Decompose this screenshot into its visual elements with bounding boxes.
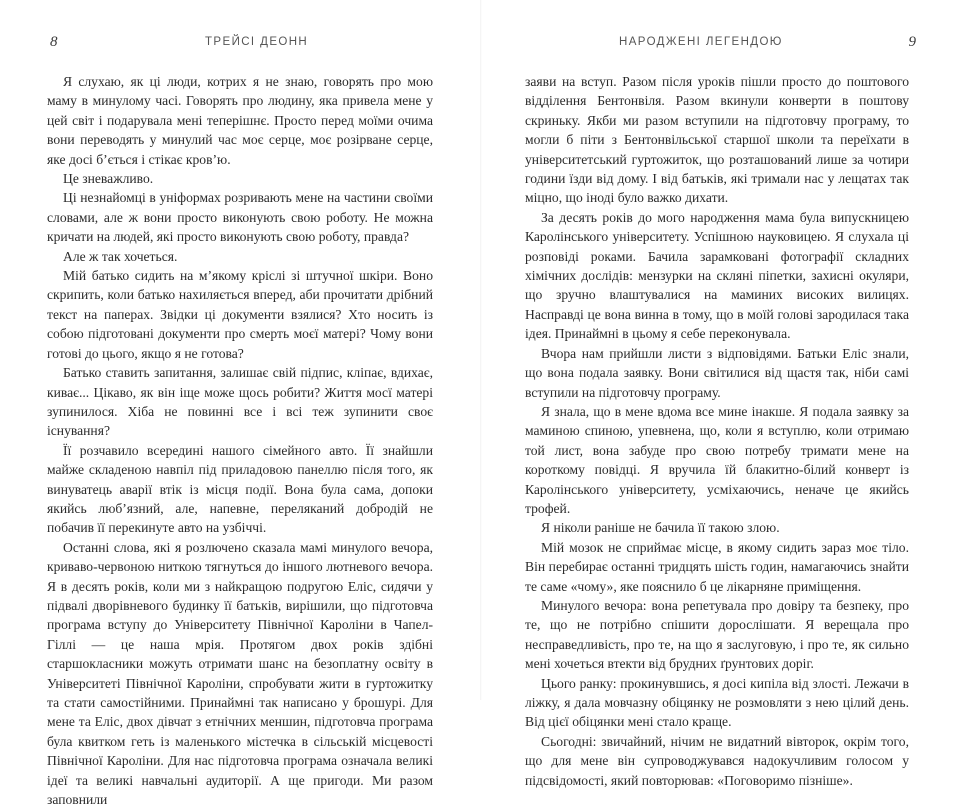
paragraph: заяви на вступ. Разом після уроків пішли просто до поштового відділення Бентонвіля. Разом вкинули конверти в поштову скриньку. Якби ми разом вступили на підготовчу програму, то могли б піти з Бентонвільської старшої школи та переїхати в університетський гуртожиток, що розташований лише за чотири години їзди від дому. І від батьків, які тримали нас у лещатах так міцно, що іноді було важко дихати. [525, 74, 909, 206]
paragraph: Я ніколи раніше не бачила її такою злою. [541, 520, 780, 536]
paragraph: Ці незнайомці в уніформах розривають мене на частини своїми словами, але ж вони просто виконують свою роботу. Не можна кричати на людей, які просто виконують свою роботу, правда? [47, 190, 433, 245]
paragraph: Вчора нам прийшли листи з відповідями. Батьки Еліс знали, що вона подала заявку. Вони світилися від щастя так, ніби самі вступили на підготовчу програму. [525, 345, 909, 400]
paragraph: Останні слова, які я розлючено сказала мамі минулого вечора, криваво-червоною ниткою тягнуться до іншого лютневого вечора. Я в десять років, коли ми з найкращою подругою Еліс, сидячи у підвалі дворівневого будинку її батьків, вирішили, що підготовча програма вступу до Університету Північної Кароліни в Чапел-Гіллі — це наша мрія. Протягом двох років здібні старшокласники можуть отримати шанс на безоплатну освіту в Університеті Північної Кароліни, спробувати жити в гуртожитку та стати самостійними. Принаймні так написано у брошурі. Для мене та Еліс, двох дівчат з етнічних меншин, підготовча програма була квитком геть із маленького містечка в сільській місцевості Північної Кароліни. Для нас підготовча програма означала великі ідеї та великі навчальні аудиторії. А ще пригоди. Ми разом заповнили [47, 539, 433, 808]
paragraph: Це зневажливо. [63, 171, 154, 187]
left-page-body [47, 72, 433, 809]
paragraph: Я знала, що в мене вдома все мине інакше. Я подала заявку за маминою спиною, упевнена, що, коли я вступлю, коли отримаю той лист, вона забуде про свою потребу тримати мене на короткому повідці. Я вручила їй блакитно-білий конверт із Каролінського університету, усміхаючись, неначе це якийсь трофей. [525, 403, 909, 516]
right-page-body [525, 72, 909, 790]
paragraph: Минулого вечора: вона репетувала про довіру та безпеку, про те, що не потрібно спішити дорослішати. Я верещала про несправедливість, про те, на що я заслуговую, і про те, як сильно мені хочеться втекти від брудних ґрунтових доріг. [525, 597, 909, 672]
paragraph: За десять років до мого народження мама була випускницею Каролінського університету. Успішною науковицею. Я слухала ці розповіді роками. Бачила зарамковані фотографії складних хімічних дослідів: мензурки на скляні піпетки, захисні окуляри, що зручно влаштувалися на маминих високих вилицях. Насправді це вона винна в тому, що в моїй голові зародилася така ідея. Принаймні в цьому я себе переконувала. [525, 209, 909, 342]
left-page [0, 0, 481, 808]
page-number: 9 [908, 34, 916, 50]
paragraph: Я слухаю, як ці люди, котрих я не знаю, говорять про мою маму в минулому часі. Говорять про людину, яка привела мене у цей світ і подарувала мені теперішнє. Просто перед моїми очима вони переводять у минулий час моє серце, моє розірване серце, яке досі б’ється і стікає кров’ю. [47, 74, 433, 167]
running-head: ТРЕЙСІ ДЕОНН [205, 36, 309, 48]
running-head: НАРОДЖЕНІ ЛЕГЕНДОЮ [619, 36, 783, 48]
paragraph: Батько ставить запитання, залишає свій підпис, кліпає, вдихає, киває... Цікаво, як він іще може щось робити? Життя мосї матері зупинилося. Хіба не повинні все і всі теж зупинити своє існування? [47, 365, 433, 439]
page-number: 8 [50, 34, 58, 50]
right-page [481, 0, 962, 788]
left-page-header [0, 34, 481, 52]
paragraph: Мій батько сидить на м’якому кріслі зі штучної шкіри. Воно скрипить, коли батько нахиляється вперед, аби прочитати дрібний текст на паперах. Звідки ці документи взялися? Хто носить із собою підготовані документи про смерть моєї матері? Чому вони готові до цього, якщо я не готова? [47, 268, 433, 361]
paragraph: Але ж так хочеться. [63, 248, 178, 264]
paragraph: Цього ранку: прокинувшись, я досі кипіла від злості. Лежачи в ліжку, я дала мовчазну обіцянку не розмовляти з нею цілий день. Від цієї обіцянки мені стало краще. [525, 675, 909, 730]
paragraph: Сьогодні: звичайний, нічим не видатний вівторок, окрім того, що для мене він супроводжувався надокучливим голосом у підсвідомості, який повторював: «Поговоримо пізніше». [525, 733, 909, 788]
paragraph: Її розчавило всередині нашого сімейного авто. Її знайшли майже складеною навпіл під приладовою панеллю після того, як винуватець аварії втік із місця події. Вона була сама, допоки якийсь люб’язний, але, напевне, переляканий добродій не побачив її перекинуте авто на узбіччі. [47, 442, 433, 536]
paragraph: Мій мозок не сприймає місце, в якому сидить зараз моє тіло. Він перебирає останні тридцять шість годин, намагаючись знайти те саме «чому», яке пояснило б це лікарняне приміщення. [525, 539, 909, 594]
right-page-header [481, 34, 962, 52]
